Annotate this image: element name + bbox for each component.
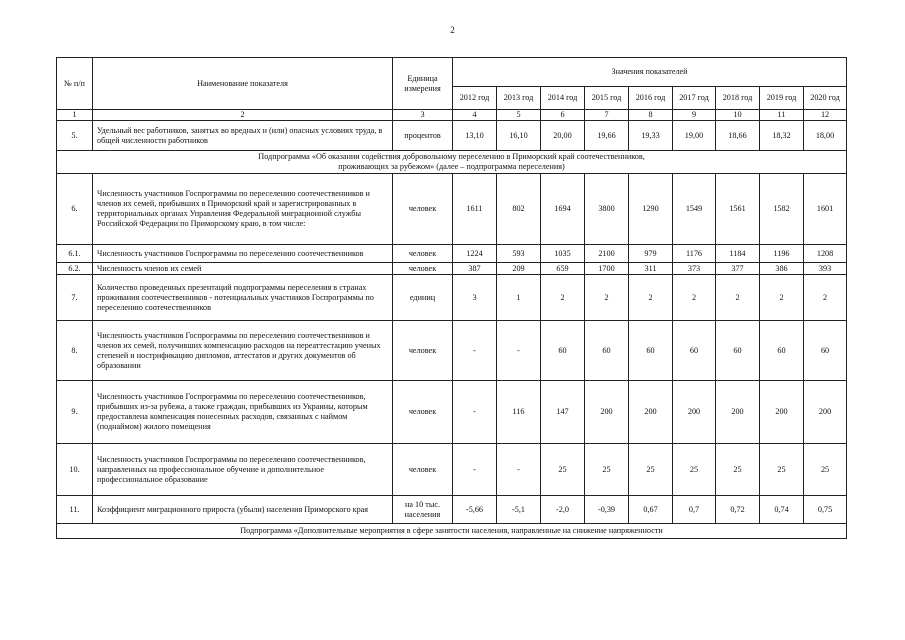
subprogram-title-cont: проживающих за рубежом» (далее – подпрограмма переселения) [338,162,565,171]
value-cell: 1035 [541,245,585,263]
value-cell: 16,10 [497,121,541,151]
value-cell: 20,00 [541,121,585,151]
table-row [57,275,847,321]
value-cell: 2 [804,275,847,321]
value-cell: 1 [497,275,541,321]
unit-cell: человек [393,381,453,444]
value-cell: 1582 [760,174,804,245]
row-number: 6.2. [57,263,93,275]
header-year: 2016 год [629,87,673,110]
value-cell: 60 [541,321,585,381]
table-row [57,444,847,496]
value-cell: 25 [716,444,760,496]
value-cell: 1561 [716,174,760,245]
value-cell: 2 [716,275,760,321]
column-number: 12 [804,110,847,121]
column-number: 4 [453,110,497,121]
column-number: 1 [57,110,93,121]
header-year: 2012 год [453,87,497,110]
row-number: 10. [57,444,93,496]
value-cell: 25 [585,444,629,496]
row-number: 8. [57,321,93,381]
header-num: № п/п [57,58,93,110]
subprogram-title: Подпрограмма «Дополнительные мероприятия в сфере занятости населения, направленные на снижение напряженности [240,526,663,535]
value-cell: 200 [760,381,804,444]
value-cell: 60 [716,321,760,381]
table-row [57,245,847,263]
value-cell: -5,66 [453,496,497,524]
value-cell: 25 [673,444,716,496]
value-cell: 200 [716,381,760,444]
value-cell: 209 [497,263,541,275]
column-number: 7 [585,110,629,121]
value-cell: 0,75 [804,496,847,524]
column-number: 11 [760,110,804,121]
unit-cell: единиц [393,275,453,321]
row-number: 9. [57,381,93,444]
value-cell: 0,72 [716,496,760,524]
value-cell: 19,66 [585,121,629,151]
table-row [57,381,847,444]
table-row [57,121,847,151]
row-number: 11. [57,496,93,524]
subprogram-row [57,524,847,539]
value-cell: 593 [497,245,541,263]
header-year: 2014 год [541,87,585,110]
value-cell: 979 [629,245,673,263]
value-cell: 18,66 [716,121,760,151]
indicator-name: Численность участников Госпрограммы по переселению соотечественников [93,245,393,263]
indicator-name: Удельный вес работников, занятых во вредных и (или) опасных условиях труда, в общей численности работников [93,121,393,151]
page-number: 2 [450,25,455,35]
header-year: 2020 год [804,87,847,110]
value-cell: 200 [585,381,629,444]
value-cell: 200 [804,381,847,444]
unit-cell: человек [393,444,453,496]
table-row [57,174,847,245]
value-cell: 659 [541,263,585,275]
value-cell: 2 [585,275,629,321]
value-cell: 200 [629,381,673,444]
value-cell: 2 [673,275,716,321]
table-row [57,263,847,275]
value-cell: 25 [760,444,804,496]
subprogram-title: Подпрограмма «Об оказании содействия добровольному переселению в Приморский край соотечественников, [258,152,645,161]
indicator-name: Коэффициент миграционного прироста (убыли) населения Приморского края [93,496,393,524]
indicator-name: Количество проведенных презентаций подпрограммы переселения в странах проживания соотечественников - потенциальных участников Госпрограммы по переселению соотечественников [93,275,393,321]
header-year: 2019 год [760,87,804,110]
value-cell: 373 [673,263,716,275]
value-cell: 1176 [673,245,716,263]
column-number: 5 [497,110,541,121]
column-number: 3 [393,110,453,121]
indicator-name: Численность участников Госпрограммы по переселению соотечественников и членов их семей, прибывших в Приморский край и зарегистрированных в территориальных органах Управления Федеральной миграционной службы Российской Федерации по Приморскому краю, в том числе: [93,174,393,245]
unit-cell: человек [393,245,453,263]
value-cell: 377 [716,263,760,275]
value-cell: 1601 [804,174,847,245]
value-cell: 60 [760,321,804,381]
value-cell: 200 [673,381,716,444]
value-cell: - [453,321,497,381]
value-cell: 1208 [804,245,847,263]
value-cell: 19,00 [673,121,716,151]
value-cell: 116 [497,381,541,444]
value-cell: 802 [497,174,541,245]
value-cell: 25 [629,444,673,496]
value-cell: 1290 [629,174,673,245]
header-year: 2017 год [673,87,716,110]
value-cell: 18,00 [804,121,847,151]
value-cell: 0,7 [673,496,716,524]
value-cell: 311 [629,263,673,275]
value-cell: 60 [585,321,629,381]
indicator-name: Численность участников Госпрограммы по переселению соотечественников, прибывших из-за рубежа, а также граждан, прибывших из Украины, которым предоставлена компенсация понесенных расходов, связанных с наймом (поднаймом) жилого помещения [93,381,393,444]
header-year: 2015 год [585,87,629,110]
value-cell: 25 [804,444,847,496]
row-number: 6. [57,174,93,245]
value-cell: 387 [453,263,497,275]
column-number: 2 [93,110,393,121]
row-number: 5. [57,121,93,151]
value-cell: -5,1 [497,496,541,524]
value-cell: -2,0 [541,496,585,524]
value-cell: 1224 [453,245,497,263]
indicator-name: Численность участников Госпрограммы по переселению соотечественников и членов их семей, получивших компенсацию расходов на переаттестацию ученых степеней и нострификацию дипломов, аттестатов и других документов об образовании [93,321,393,381]
unit-cell: человек [393,263,453,275]
value-cell: 60 [629,321,673,381]
value-cell: 60 [673,321,716,381]
indicator-name: Численность членов их семей [93,263,393,275]
value-cell: 1549 [673,174,716,245]
value-cell: 2 [541,275,585,321]
value-cell: 2100 [585,245,629,263]
table-row [57,496,847,524]
value-cell: - [453,444,497,496]
value-cell: 25 [541,444,585,496]
value-cell: 18,32 [760,121,804,151]
header-year: 2013 год [497,87,541,110]
value-cell: 1611 [453,174,497,245]
row-number: 7. [57,275,93,321]
header-unit: Единица измерения [393,58,453,110]
unit-cell: человек [393,321,453,381]
value-cell: 147 [541,381,585,444]
value-cell: 2 [760,275,804,321]
indicators-table [56,57,847,539]
column-number: 9 [673,110,716,121]
unit-cell: человек [393,174,453,245]
column-number: 6 [541,110,585,121]
value-cell: - [453,381,497,444]
value-cell: 1694 [541,174,585,245]
value-cell: 0,67 [629,496,673,524]
value-cell: 3800 [585,174,629,245]
indicator-name: Численность участников Госпрограммы по переселению соотечественников, направленных на профессиональное обучение и дополнительное профессиональное образование [93,444,393,496]
value-cell: 13,10 [453,121,497,151]
row-number: 6.1. [57,245,93,263]
value-cell: 0,74 [760,496,804,524]
table-row [57,321,847,381]
value-cell: 393 [804,263,847,275]
value-cell: - [497,321,541,381]
value-cell: 1184 [716,245,760,263]
value-cell: 1700 [585,263,629,275]
unit-cell: процентов [393,121,453,151]
subprogram-row [57,151,847,174]
value-cell: 1196 [760,245,804,263]
value-cell: 60 [804,321,847,381]
header-values: Значения показателей [453,58,847,87]
unit-cell: на 10 тыс. населения [393,496,453,524]
value-cell: 3 [453,275,497,321]
header-year: 2018 год [716,87,760,110]
column-number: 8 [629,110,673,121]
value-cell: 19,33 [629,121,673,151]
value-cell: 2 [629,275,673,321]
column-number: 10 [716,110,760,121]
header-name: Наименование показателя [93,58,393,110]
value-cell: 386 [760,263,804,275]
value-cell: -0,39 [585,496,629,524]
value-cell: - [497,444,541,496]
